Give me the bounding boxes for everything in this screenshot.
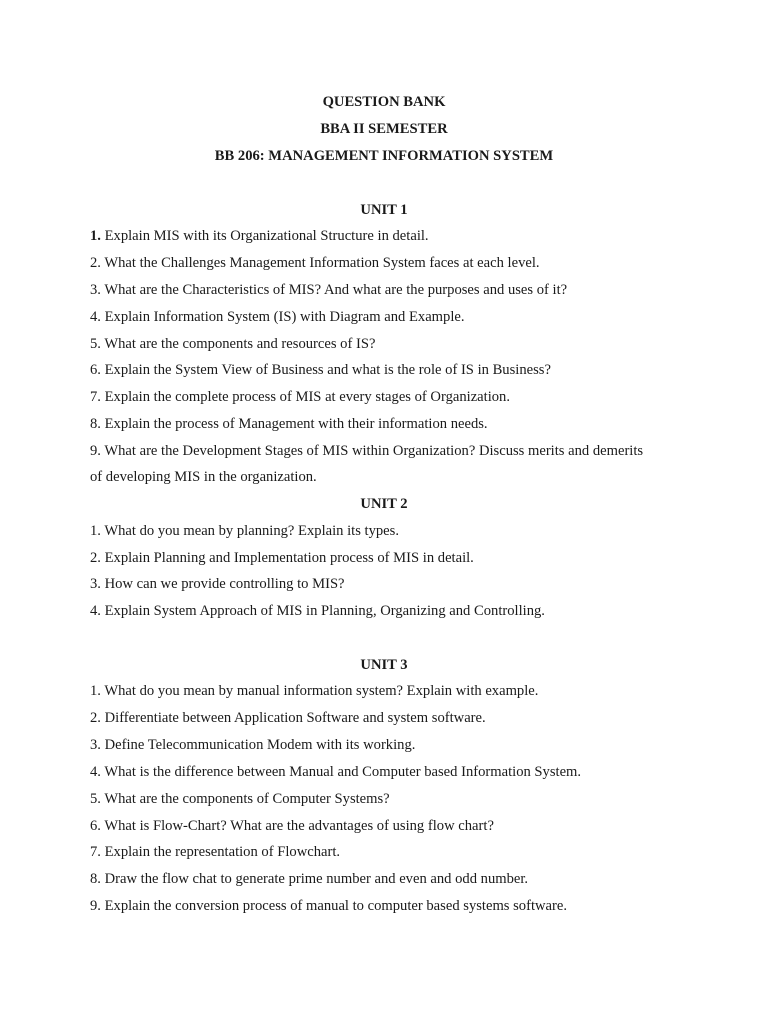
unit-3-question-3 xyxy=(90,735,415,755)
unit-3-heading: UNIT 3 xyxy=(360,657,408,673)
unit-2-question-1 xyxy=(90,521,399,541)
unit-1-question-6 xyxy=(90,360,551,380)
question-text: Differentiate between Application Software and system software. xyxy=(100,710,486,726)
question-text: Draw the flow chat to generate prime number and even and odd number. xyxy=(100,871,529,887)
question-number: 2. xyxy=(90,255,101,271)
unit-1-heading: UNIT 1 xyxy=(360,202,408,218)
question-number: 9. xyxy=(90,443,101,459)
unit-1-question-2 xyxy=(90,253,540,273)
question-number: 5. xyxy=(90,336,101,352)
question-number: 8. xyxy=(90,871,101,887)
unit-1-question-4 xyxy=(90,307,465,327)
unit-1-question-5 xyxy=(90,334,375,354)
question-text: What is the difference between Manual and Computer based Information System. xyxy=(100,764,582,780)
question-number: 5. xyxy=(90,791,101,807)
question-number: 4. xyxy=(90,764,101,780)
question-text: What are the components of Computer Systems? xyxy=(100,791,390,807)
unit-1-question-7 xyxy=(90,387,510,407)
question-text: How can we provide controlling to MIS? xyxy=(100,576,345,592)
unit-2-question-3 xyxy=(90,574,345,594)
unit-2-heading: UNIT 2 xyxy=(360,496,408,512)
question-text: Explain the conversion process of manual to computer based systems software. xyxy=(100,898,568,914)
question-text: What do you mean by planning? Explain its types. xyxy=(100,523,399,539)
question-text: Explain System Approach of MIS in Planning, Organizing and Controlling. xyxy=(100,603,545,619)
question-text: Explain MIS with its Organizational Structure in detail. xyxy=(100,228,429,244)
unit-3-question-9 xyxy=(90,896,567,916)
document-title: QUESTION BANK xyxy=(322,94,446,110)
question-text: What are the Characteristics of MIS? And what are the purposes and uses of it? xyxy=(100,282,568,298)
question-number: 4. xyxy=(90,309,101,325)
question-text: What are the components and resources of IS? xyxy=(100,336,376,352)
question-number: 3. xyxy=(90,737,101,753)
unit-1-question-8 xyxy=(90,414,488,434)
unit-1-question-9 xyxy=(90,441,643,461)
question-number: 4. xyxy=(90,603,101,619)
question-number: 6. xyxy=(90,362,101,378)
unit-1-question-3 xyxy=(90,280,567,300)
question-text: Explain the System View of Business and what is the role of IS in Business? xyxy=(100,362,551,378)
question-number: 2. xyxy=(90,710,101,726)
unit-2-question-2 xyxy=(90,548,474,568)
question-text: Explain the process of Management with their information needs. xyxy=(100,416,488,432)
course-heading: BB 206: MANAGEMENT INFORMATION SYSTEM xyxy=(214,148,554,164)
unit-1-question-1 xyxy=(90,226,429,246)
semester-heading: BBA II SEMESTER xyxy=(320,121,448,137)
unit-3-question-4 xyxy=(90,762,581,782)
unit-3-question-8 xyxy=(90,869,528,889)
question-number: 3. xyxy=(90,576,101,592)
unit-3-question-1 xyxy=(90,681,538,701)
question-number: 1. xyxy=(90,523,101,539)
question-text: What is Flow-Chart? What are the advantages of using flow chart? xyxy=(100,818,494,834)
question-number: 6. xyxy=(90,818,101,834)
question-number: 2. xyxy=(90,550,101,566)
question-text: Explain the complete process of MIS at every stages of Organization. xyxy=(100,389,510,405)
question-text: What are the Development Stages of MIS within Organization? Discuss merits and demerits xyxy=(100,443,644,459)
question-text: Explain Planning and Implementation process of MIS in detail. xyxy=(100,550,474,566)
unit-3-question-7 xyxy=(90,842,340,862)
question-number: 1. xyxy=(90,683,101,699)
question-number: 9. xyxy=(90,898,101,914)
unit-3-question-5 xyxy=(90,789,390,809)
question-number: 8. xyxy=(90,416,101,432)
unit-3-question-6 xyxy=(90,816,494,836)
question-number: 7. xyxy=(90,389,101,405)
unit-3-question-2 xyxy=(90,708,486,728)
unit-2-question-4 xyxy=(90,601,545,621)
question-number: 1. xyxy=(90,228,101,244)
question-text: Explain Information System (IS) with Diagram and Example. xyxy=(100,309,465,325)
question-text: Explain the representation of Flowchart. xyxy=(100,844,341,860)
question-number: 7. xyxy=(90,844,101,860)
unit-1-question-9-continued: of developing MIS in the organization. xyxy=(90,469,317,485)
question-text: What the Challenges Management Information System faces at each level. xyxy=(100,255,540,271)
question-text: Define Telecommunication Modem with its working. xyxy=(100,737,416,753)
question-text: What do you mean by manual information system? Explain with example. xyxy=(100,683,539,699)
question-number: 3. xyxy=(90,282,101,298)
